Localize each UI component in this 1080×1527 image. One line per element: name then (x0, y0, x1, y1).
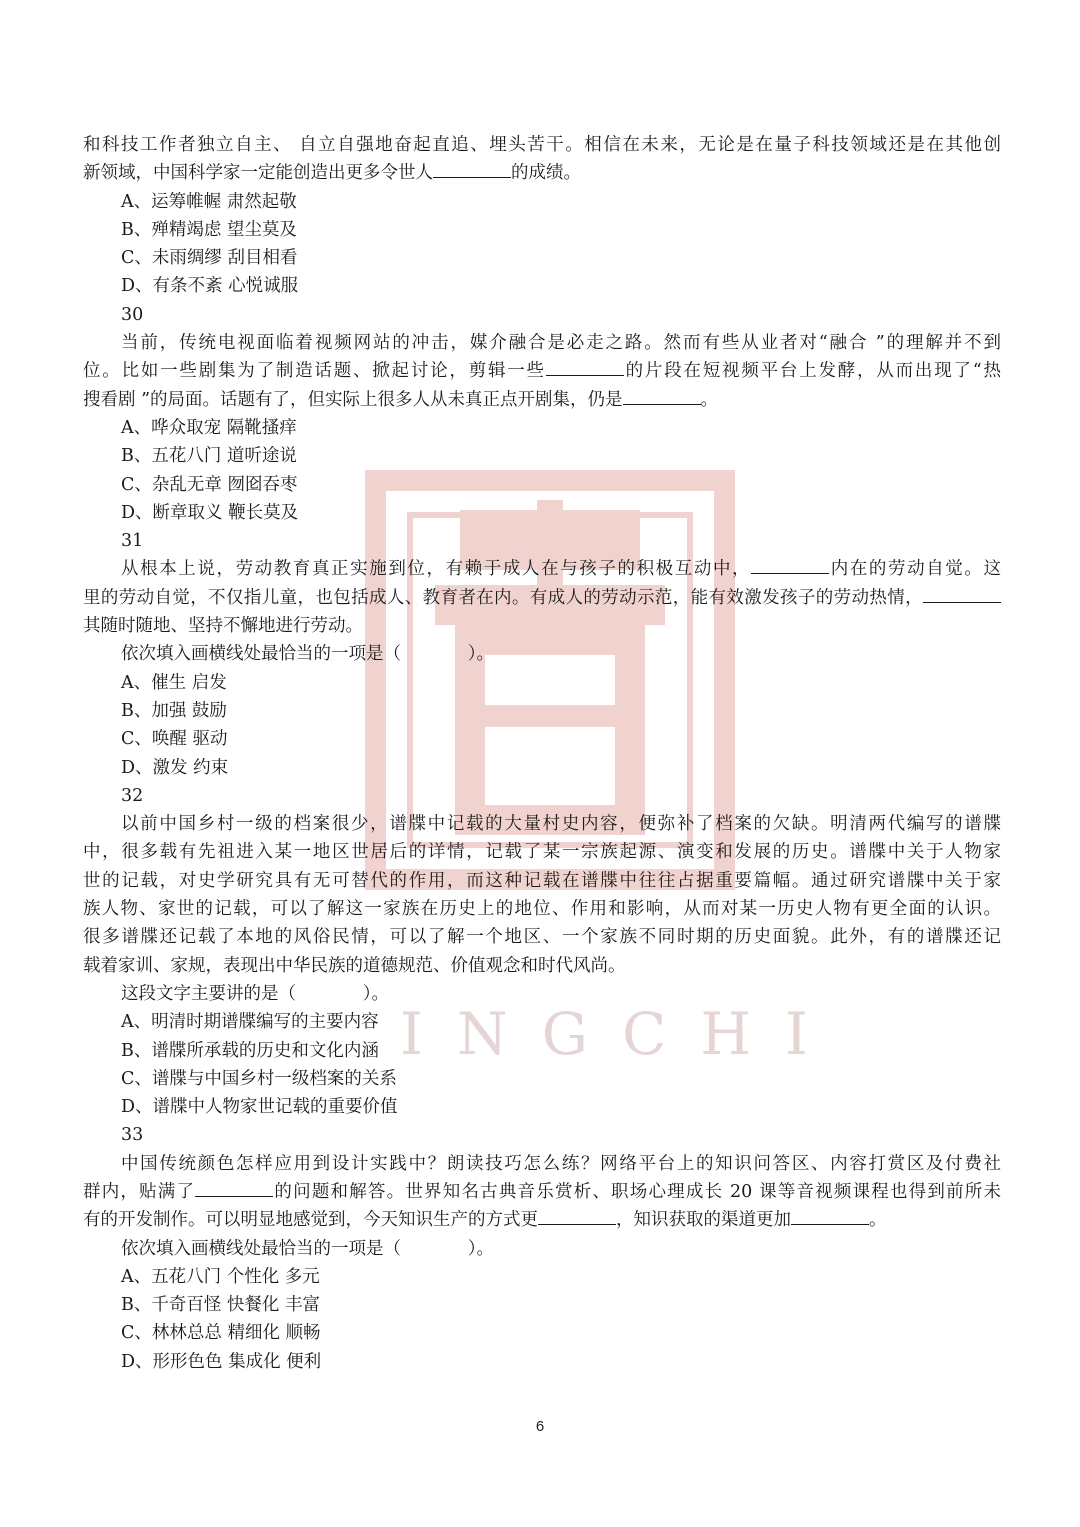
q32-stem-line-4: 族人物、家世的记载，可以了解这一家族在历史上的地位、作用和影响，从而对某一历史人物有更全面的认识。 (83, 899, 1001, 920)
q30-option-a: A、哗众取宠 隔靴搔痒 (121, 417, 297, 438)
q31-option-a: A、催生 启发 (121, 672, 227, 693)
q29-option-c: C、未雨绸缪 刮目相看 (121, 248, 298, 269)
q33-option-b: B、千奇百怪 快餐化 丰富 (121, 1295, 320, 1316)
fill-blank (433, 159, 511, 178)
q29-stem-line-2: 新领域，中国科学家一定能创造出更多令世人 的成绩。 (83, 159, 1001, 187)
q30-option-d: D、断章取义 鞭长莫及 (121, 502, 299, 523)
fill-blank (923, 584, 1001, 603)
q32-option-b: B、谱牒所承载的历史和文化内涵 (121, 1040, 379, 1061)
q31-stem-line-3: 其随时随地、坚持不懈地进行劳动。 (83, 616, 363, 637)
watermark-text: INGCHI (400, 1000, 842, 1068)
q32-option-d: D、谱牒中人物家世记载的重要价值 (121, 1097, 398, 1118)
fill-blank (791, 1206, 869, 1225)
q31-option-d: D、激发 约束 (121, 757, 229, 778)
fill-blank (751, 555, 829, 574)
q32-option-c: C、谱牒与中国乡村一级档案的关系 (121, 1068, 397, 1089)
q31-number: 31 (121, 531, 144, 552)
q30-stem-line-3: 搜看剧 ”的局面。话题有了，但实际上很多人从未真正点开剧集，仍是 。 (83, 386, 1001, 414)
q29-stem-line-1: 和科技工作者独立自主、 自立自强地奋起直追、埋头苦干。相信在未来，无论是在量子科技领域还是在其他创 (83, 135, 1001, 155)
q32-stem-line-1: 以前中国乡村一级的档案很少，谱牒中记载的大量村史内容，便弥补了档案的欠缺。明清两代编写的谱牒 (121, 814, 1001, 835)
q31-stem-line-1: 从根本上说，劳动教育真正实施到位，有赖于成人在与孩子的积极互动中， 内在的劳动自觉。这 (83, 555, 1001, 583)
q32-option-a: A、明清时期谱牒编写的主要内容 (121, 1012, 379, 1033)
q33-number: 33 (121, 1125, 144, 1146)
q32-stem-line-2: 中，很多载有先祖进入某一地区世居后的详情，记载了某一宗族起源、演变和发展的历史。谱牒中关于人物家 (83, 842, 1001, 863)
page-number: 6 (535, 1418, 545, 1435)
q32-stem-line-3: 世的记载，对史学研究具有无可替代的作用，而这种记载在谱牒中往往占据重要篇幅。通过研究谱牒中关于家 (83, 870, 1001, 891)
fill-blank (538, 1206, 616, 1225)
q30-stem-line-1: 当前，传统电视面临着视频网站的冲击，媒介融合是必走之路。然而有些从业者对“融合 ”的理解并不到 (121, 333, 1001, 354)
q32-prompt: 这段文字主要讲的是（ ）。 (121, 983, 390, 1004)
q33-prompt: 依次填入画横线处最恰当的一项是（ ）。 (121, 1238, 495, 1259)
q30-stem-line-2: 位。比如一些剧集为了制造话题、掀起讨论，剪辑一些 的片段在短视频平台上发酵，从而出现了“热 (83, 357, 1001, 385)
q32-number: 32 (121, 785, 144, 806)
fill-blank (623, 386, 701, 405)
q33-stem-line-2: 群内，贴满了 的问题和解答。世界知名古典音乐赏析、职场心理成长 20 课等音视频课程也得到前所未 (83, 1178, 1001, 1206)
q33-stem-line-1: 中国传统颜色怎样应用到设计实践中？朗读技巧怎么练？网络平台上的知识问答区、内容打赏区及付费社 (121, 1153, 1001, 1174)
q31-option-b: B、加强 鼓励 (121, 700, 227, 721)
q32-stem-line-6: 载着家训、家规，表现出中华民族的道德规范、价值观念和时代风尚。 (83, 955, 626, 976)
q33-option-c: C、林林总总 精细化 顺畅 (121, 1323, 321, 1344)
q29-option-d: D、有条不紊 心悦诚服 (121, 276, 299, 297)
q31-stem-line-2: 里的劳动自觉，不仅指儿童，也包括成人、教育者在内。有成人的劳动示范，能有效激发孩子的劳动热情， (83, 584, 1001, 612)
q29-option-a: A、运筹帷幄 肃然起敬 (121, 191, 297, 212)
q30-option-c: C、杂乱无章 囫囵吞枣 (121, 474, 298, 495)
fill-blank (195, 1178, 273, 1197)
exam-questions (83, 131, 1001, 1376)
q32-stem-line-5: 很多谱牒还记载了本地的风俗民情，可以了解一个地区、一个家族不同时期的历史面貌。此外，有的谱牒还记 (83, 927, 1001, 948)
fill-blank (546, 357, 624, 376)
q33-option-a: A、五花八门 个性化 多元 (121, 1266, 320, 1287)
q30-number: 30 (121, 304, 144, 325)
q30-option-b: B、五花八门 道听途说 (121, 446, 297, 467)
q31-prompt: 依次填入画横线处最恰当的一项是（ ）。 (121, 644, 495, 665)
q33-stem-line-3: 有的开发制作。可以明显地感觉到，今天知识生产的方式更 ，知识获取的渠道更加 。 (83, 1206, 1001, 1234)
q31-option-c: C、唤醒 驱动 (121, 729, 228, 750)
q29-option-b: B、殚精竭虑 望尘莫及 (121, 219, 297, 240)
q33-option-d: D、形形色色 集成化 便利 (121, 1351, 322, 1372)
